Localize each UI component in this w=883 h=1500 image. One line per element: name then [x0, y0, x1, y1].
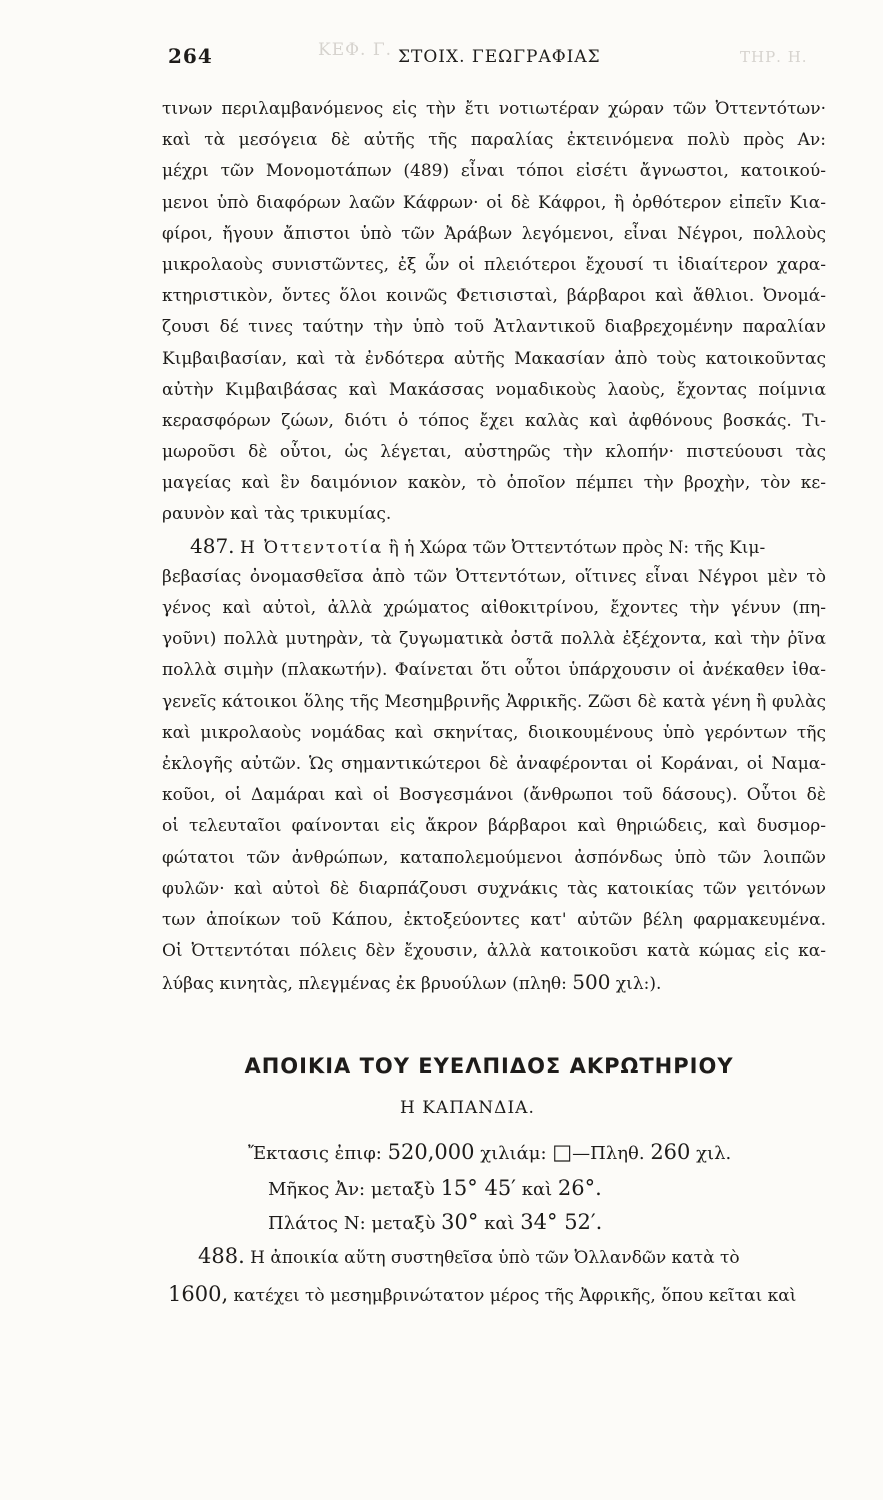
text-line: φίροι, ἤγουν ἄπιστοι ὑπὸ τῶν Ἀράβων λεγόμενοι, εἶναι Νέγροι, πολλοὺς	[162, 223, 826, 244]
text-line: οἱ τελευταῖοι φαίνονται εἰς ἄκρον βάρβαροι καὶ θηριώδεις, καὶ δυσμορ-	[162, 816, 826, 837]
longitude-value: 15° 45′	[440, 1176, 516, 1200]
stats-longitude-line	[268, 1176, 828, 1200]
paragraph-number: 487.	[190, 533, 235, 558]
running-head: ΣΤΟΙΧ. ΓΕΩΓΡΑΦΙΑΣ	[398, 47, 601, 67]
latitude-value-2: 34° 52′.	[520, 1210, 603, 1234]
text-line: μενοι ὑπὸ διαφόρων λαῶν Κάφρων· οἱ δὲ Κάφροι, ἢ ὀρθότερον εἰπεῖν Κια-	[162, 192, 826, 213]
stats-latitude-line	[268, 1210, 828, 1234]
population-value: 260	[650, 1140, 691, 1164]
text-line: Κιμβαιβασίαν, καὶ τὰ ἐνδότερα αὐτῆς Μακασίαν ἀπὸ τοὺς κατοικοῦντας	[162, 348, 826, 369]
latitude-and: καὶ	[484, 1213, 515, 1234]
text-line: μαγείας καὶ ἓν δαιμόνιον κακὸν, τὸ ὁποῖον πέμπει τὴν βροχὴν, τὸν κε-	[162, 473, 826, 494]
text-line: πολλὰ σιμὴν (πλακωτήν). Φαίνεται ὅτι οὗτοι ὑπάρχουσιν οἱ ἀνέκαθεν ἰθα-	[162, 660, 826, 681]
longitude-and: καὶ	[521, 1179, 553, 1200]
text-line: γενεῖς κάτοικοι ὅλης τῆς Μεσημβρινῆς Ἀφρικῆς. Ζῶσι δὲ κατὰ γένη ἢ φυλὰς	[162, 691, 826, 712]
last-line-tail: χιλ:).	[615, 974, 662, 995]
text-line: γένος καὶ αὐτοὶ, ἀλλὰ χρώματος αἰθοκιτρίνου, ἔχοντες τὴν γένυν (πη-	[162, 598, 826, 618]
area-label: Ἔκτασις ἐπιφ:	[248, 1143, 382, 1164]
text-line: βεβασίας ὀνομασθεῖσα ἀπὸ τῶν Ὀττεντότων, οἵτινες εἶναι Νέγροι μὲν τὸ	[162, 566, 826, 587]
paragraph-487-first-line	[162, 531, 826, 562]
longitude-label: Μῆκος Ἀν: μεταξὺ	[268, 1179, 435, 1200]
text-line: μωροῦσι δὲ οὗτοι, ὡς λέγεται, αὐστηρῶς τὴν κλοπήν· πιστεύουσι τὰς	[162, 442, 826, 463]
year-value: 1600,	[168, 1282, 229, 1306]
population-label: —Πληθ.	[572, 1143, 645, 1164]
text-line: αὐτὴν Κιμβαιβάσας καὶ Μακάσσας νομαδικοὺς λαοὺς, ἔχοντας ποίμνια	[162, 379, 826, 400]
longitude-value-2: 26°.	[557, 1176, 602, 1200]
section-title: ΑΠΟΙΚΙΑ ΤΟΥ ΕΥΕΛΠΙΔΟΣ ΑΚΡΩΤΗΡΙΟΥ	[244, 1054, 734, 1078]
population-unit: χιλ.	[696, 1143, 732, 1164]
paragraph-heading: Η Ὀττεντοτία	[239, 537, 384, 558]
text-line: καὶ τὰ μεσόγεια δὲ αὐτῆς τῆς παραλίας ἐκτεινόμενα πολὺ πρὸς Αν:	[162, 130, 826, 151]
text-line: ἐκλογῆς αὐτῶν. Ὡς σημαντικώτεροι δὲ ἀναφέρονται οἱ Κοράναι, οἱ Ναμα-	[162, 753, 826, 774]
paragraph-heading-rest: ἢ ἡ Χώρα τῶν Ὀττεντότων πρὸς Ν: τῆς Κιμ-	[388, 537, 766, 558]
body-text	[162, 94, 826, 998]
latitude-value: 30°	[441, 1210, 479, 1234]
text-line: τινων περιλαμβανόμενος εἰς τὴν ἔτι νοτιωτέραν χώραν τῶν Ὀττεντότων·	[162, 99, 826, 119]
bleed-through-text: ΚΕΦ. Γ.	[318, 40, 393, 60]
paragraph-488-text-2: κατέχει τὸ μεσημβρινώτατον μέρος τῆς Ἀφρικῆς, ὅπου κεῖται καὶ	[233, 1286, 797, 1306]
square-icon: □	[552, 1140, 573, 1164]
area-unit: χιλιάμ:	[480, 1143, 547, 1164]
page-header	[168, 44, 818, 78]
stats-area-line	[248, 1140, 808, 1164]
text-line: κοῦοι, οἱ Δαμάραι καὶ οἱ Βοσγεσμάνοι (ἄνθρωποι τοῦ δάσους). Οὗτοι δὲ	[162, 785, 826, 806]
area-value: 520,000	[387, 1140, 475, 1164]
paragraph-488-text: Η ἀποικία αὕτη συστηθεῖσα ὑπὸ τῶν Ὀλλανδῶν κατὰ τὸ	[250, 1248, 740, 1268]
text-line: των ἀποίκων τοῦ Κάπου, ἐκτοξεύοντες κατ' αὐτῶν βέλη φαρμακευμένα.	[162, 909, 826, 930]
paragraph-488-second-line	[168, 1282, 828, 1306]
text-line: Οἱ Ὀττεντόται πόλεις δὲν ἔχουσιν, ἀλλὰ κατοικοῦσι κατὰ κώμας εἰς κα-	[162, 941, 826, 962]
bleed-through-text-right: ΤΗΡ. Η.	[740, 48, 808, 66]
last-line-text: λύβας κινητὰς, πλεγμένας ἐκ βρυούλων (πληθ:	[162, 974, 567, 995]
text-line: φυλῶν· καὶ αὐτοὶ δὲ διαρπάζουσι συχνάκις τὰς κατοικίας τῶν γειτόνων	[162, 878, 826, 899]
text-line: μικρολαοὺς συνιστῶντες, ἐξ ὧν οἱ πλειότεροι ἔχουσί τι ἰδιαίτερον χαρα-	[162, 254, 826, 275]
section-subtitle: Η ΚΑΠΑΝΔΙΑ.	[400, 1098, 535, 1118]
population-number: 500	[572, 970, 611, 995]
text-line: κτηριστικὸν, ὄντες ὅλοι κοινῶς Φετισισταὶ, βάρβαροι καὶ ἄθλιοι. Ὀνομά-	[162, 286, 826, 307]
text-line: κερασφόρων ζώων, διότι ὁ τόπος ἔχει καλὰς καὶ ἀφθόνους βοσκάς. Τι-	[162, 410, 826, 431]
text-line: ζουσι δέ τινες ταύτην τὴν ὑπὸ τοῦ Ἀτλαντικοῦ διαβρεχομένην παραλίαν	[162, 317, 826, 338]
text-line: καὶ μικρολαοὺς νομάδας καὶ σκηνίτας, διοικουμένους ὑπὸ γερόντων τῆς	[162, 722, 826, 743]
text-line: γοῦνι) πολλὰ μυτηρὰν, τὰ ζυγωματικὰ ὀστᾶ πολλὰ ἐξέχοντα, καὶ τὴν ῥῖνα	[162, 629, 826, 650]
latitude-label: Πλάτος Ν: μεταξὺ	[268, 1213, 436, 1234]
text-line: ραυνὸν καὶ τὰς τρικυμίας.	[162, 504, 392, 525]
text-line: φώτατοι τῶν ἀνθρώπων, καταπολεμούμενοι ἀσπόνδως ὑπὸ τῶν λοιπῶν	[162, 847, 826, 868]
paragraph-488-first-line	[198, 1244, 828, 1268]
page-number: 264	[168, 44, 213, 68]
paragraph-last-line	[162, 967, 826, 998]
paragraph-number: 488.	[198, 1244, 245, 1268]
text-line: μέχρι τῶν Μονομοτάπων (489) εἶναι τόποι εἰσέτι ἄγνωστοι, κατοικού-	[162, 161, 826, 182]
